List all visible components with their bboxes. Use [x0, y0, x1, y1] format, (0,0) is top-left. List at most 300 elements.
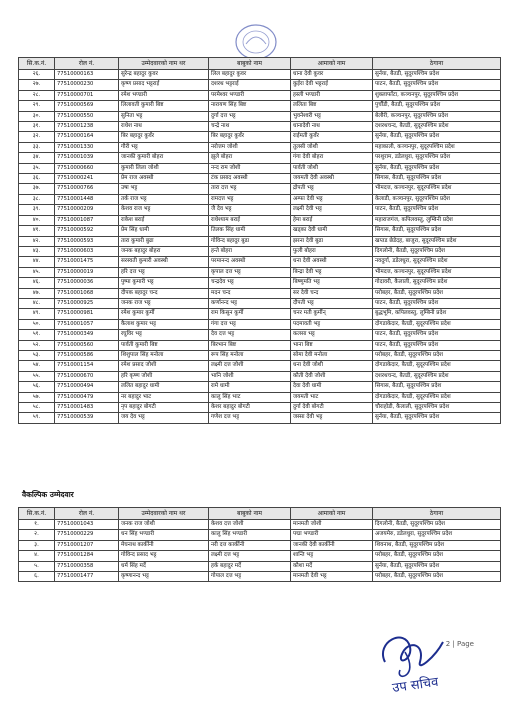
table-cell: ४०. — [19, 215, 55, 225]
table-cell: ६. — [19, 572, 55, 582]
table-cell: ४९. — [19, 309, 55, 319]
table-cell: 77510001448 — [55, 194, 119, 204]
table-cell: 77510001483 — [55, 403, 119, 413]
table-row — [19, 90, 501, 100]
table-cell: 77510001475 — [55, 257, 119, 267]
table-cell: लिल बहादुर कुवर — [209, 70, 291, 80]
table-cell: १. — [19, 520, 55, 530]
signatory-title: उप सचिव — [391, 674, 440, 697]
table-cell: ललित बहादुर धामी — [119, 382, 209, 392]
table-cell: धानादेवी नाथ — [291, 122, 373, 132]
table-cell: 77510000670 — [55, 371, 119, 381]
table-cell: परमेश्वर भण्डारी — [209, 90, 291, 100]
table-cell: ५६. — [19, 382, 55, 392]
table-cell: 77510000358 — [55, 561, 119, 571]
table-cell: भीमदत्त, कञ्चनपुर, सुदूरपश्चिम प्रदेश — [373, 184, 501, 194]
table-cell: राधेश्याम बराई — [209, 215, 291, 225]
table-cell: 77510000229 — [55, 530, 119, 540]
table-cell: पाटन, बैतडी, सुदूरपश्चिम प्रदेश — [373, 330, 501, 340]
table-cell: रूप सिंह मनोला — [209, 350, 291, 360]
table-cell: ३२. — [19, 132, 55, 142]
table-cell: ३५. — [19, 163, 55, 173]
table-cell: केलाडी, कञ्चनपुर, सुदूरपश्चिम प्रदेश — [373, 194, 501, 204]
table-cell: महाकाली, कञ्चनपुर, सुदूरपश्चिम प्रदेश — [373, 142, 501, 152]
table-cell: गौरी भट्ट — [119, 142, 209, 152]
table-cell: कौशा मर्दे — [291, 561, 373, 571]
table-cell: ३. — [19, 540, 55, 550]
table-cell: 77510001330 — [55, 142, 119, 152]
table-row — [19, 330, 501, 340]
table-cell: ३६. — [19, 174, 55, 184]
table-cell: 77510000925 — [55, 298, 119, 308]
table-cell: पदमावती भट्ट — [291, 319, 373, 329]
table-cell: २९. — [19, 101, 55, 111]
table-row — [19, 288, 501, 298]
table-cell: दिगलोनी, बैतडी, सुदूरपश्चिम प्रदेश — [373, 520, 501, 530]
table-cell: 77510001057 — [55, 319, 119, 329]
table-cell: लिलावती कुमारी बिष्ट — [119, 101, 209, 111]
table-cell: भाना बिष्ट — [291, 340, 373, 350]
table-cell: हस्ली भण्डारी — [291, 90, 373, 100]
table-row — [19, 319, 501, 329]
table-cell: सुर्नया, बैतडी, सुदूरपश्चिम प्रदेश — [373, 132, 501, 142]
table-cell: सिगास, बैतडी, सुदूरपश्चिम प्रदेश — [373, 226, 501, 236]
table-cell: हरि दत्त भट्ट — [119, 267, 209, 277]
table-cell: टंक प्रसाद अवस्थी — [209, 174, 291, 184]
table-cell: रामे धामी — [209, 382, 291, 392]
main-header-cell: बाबुको नाम — [209, 58, 291, 70]
table-cell: बिरभान बिष्ट — [209, 340, 291, 350]
table-cell: 77510000560 — [55, 340, 119, 350]
table-cell: 77510000766 — [55, 184, 119, 194]
table-cell: जय देव भट्ट — [119, 413, 209, 423]
table-cell: ३७. — [19, 184, 55, 194]
table-cell: सुनिता भट्ट — [119, 111, 209, 121]
table-cell: ४१. — [19, 226, 55, 236]
table-cell: राईमती कुवँर — [291, 132, 373, 142]
table-row — [19, 111, 501, 121]
table-cell: गणेश दत्त भट्ट — [209, 413, 291, 423]
table-cell: 77510001043 — [55, 520, 119, 530]
table-row — [19, 572, 501, 582]
table-cell: 77510000019 — [55, 267, 119, 277]
table-cell: गोविन्द प्रसाद भट्ट — [119, 551, 209, 561]
table-cell: सर देवी चन्द — [291, 288, 373, 298]
table-cell: ५. — [19, 561, 55, 571]
table-cell: दशरथचन्द, बैतडी, सुदूरपश्चिम प्रदेश — [373, 371, 501, 381]
table-cell: ४. — [19, 551, 55, 561]
table-cell: राधेश नाथ — [119, 122, 209, 132]
table-row — [19, 350, 501, 360]
table-cell: जानकी कुमारी बोहरा — [119, 153, 209, 163]
main-header-cell: ठेगाना — [373, 58, 501, 70]
table-cell: प्रेम राज अवस्थी — [119, 174, 209, 184]
table-cell: कृष्णानन्द भट्ट — [119, 572, 209, 582]
table-cell: शुक्लाफाँटा, कञ्चनपुर, सुदूरपश्चिम प्रदेश — [373, 90, 501, 100]
table-cell: दौपती भट्ट — [291, 298, 373, 308]
table-cell: 77510001087 — [55, 215, 119, 225]
table-cell: केशर बहादुर बोगटी — [209, 403, 291, 413]
table-cell: 77510000479 — [55, 392, 119, 402]
table-cell: नर बहादुर भाट — [119, 392, 209, 402]
table-cell: 77510000164 — [55, 132, 119, 142]
table-cell: धर्म सिंह मर्दे — [119, 561, 209, 571]
table-cell: जस्सा देवी भट्ट — [291, 413, 373, 423]
table-cell: ४८. — [19, 298, 55, 308]
alternate-table-body — [19, 520, 501, 582]
table-cell: उषा भट्ट — [119, 184, 209, 194]
candidate-table — [18, 57, 501, 424]
table-cell: चन्द्रे नाथ — [209, 122, 291, 132]
table-row — [19, 205, 501, 215]
table-cell: दुर्गा देवी बोगटी — [291, 403, 373, 413]
table-cell: तुलसी जोशी — [291, 142, 373, 152]
table-row — [19, 298, 501, 308]
table-row — [19, 153, 501, 163]
table-cell: गंगा दत्त भट्ट — [209, 319, 291, 329]
table-cell: बिर बहादुर कुवँर — [119, 132, 209, 142]
table-cell: राकेश बराई — [119, 215, 209, 225]
table-cell: 77510000701 — [55, 90, 119, 100]
alternate-candidate-table — [18, 507, 501, 582]
candidate-table-header — [19, 58, 501, 70]
table-row — [19, 413, 501, 423]
table-cell: पार्वती जोशी — [291, 163, 373, 173]
table-cell: हर्क बहादुर मर्दे — [209, 561, 291, 571]
table-row — [19, 382, 501, 392]
table-cell: ५८. — [19, 403, 55, 413]
table-cell: गोदावरी, कैलाली, सुदूरपश्चिम प्रदेश — [373, 278, 501, 288]
table-cell: २६. — [19, 70, 55, 80]
table-cell: जयमती देवी अवस्थी — [291, 174, 373, 184]
table-cell: परोबहर, बैतडी, सुदूरपश्चिम प्रदेश — [373, 572, 501, 582]
table-cell: रमेश प्रसाद जोशी — [119, 361, 209, 371]
table-cell: रमेश भण्डारी — [119, 90, 209, 100]
table-cell: 77510001207 — [55, 540, 119, 550]
table-row — [19, 174, 501, 184]
table-cell: महाराजगंज, कपिलवस्तु, लुम्बिनी प्रदेश — [373, 215, 501, 225]
table-cell: जनक राज जोशी — [119, 520, 209, 530]
table-cell: भुवनेश्वरी भट्ट — [291, 111, 373, 121]
table-row — [19, 371, 501, 381]
table-cell: ५०. — [19, 319, 55, 329]
table-cell: नृप बहादुर बोगटी — [119, 403, 209, 413]
table-cell: ३३. — [19, 142, 55, 152]
table-cell: जै देव भट्ट — [209, 205, 291, 215]
table-cell: दशरथचन्द, बैतडी, सुदूरपश्चिम प्रदेश — [373, 122, 501, 132]
table-cell: सुरेन्द्र बहादुर कुवर — [119, 70, 209, 80]
table-cell: कालु सिंह भण्डारी — [209, 530, 291, 540]
table-cell: हन्ते बोहरा — [209, 246, 291, 256]
table-cell: 77510001068 — [55, 288, 119, 298]
table-cell: केशव दत्त जोशी — [209, 520, 291, 530]
table-cell: सुर्नया, बैतडी, सुदूरपश्चिम प्रदेश — [373, 163, 501, 173]
table-cell: ललिता बिष्ट — [291, 101, 373, 111]
alt-header-cell: उम्मेदवारको नाम थर — [119, 508, 209, 520]
table-cell: पद्मा भण्डारी — [291, 530, 373, 540]
table-cell: मेघनाथ कार्कीनी — [119, 540, 209, 550]
table-cell: 77510000603 — [55, 246, 119, 256]
table-cell: बेलौरी, कञ्चनपुर, सुदूरपश्चिम प्रदेश — [373, 111, 501, 121]
table-cell: जानकी देवी कार्कीनी — [291, 540, 373, 550]
table-cell: ३१. — [19, 122, 55, 132]
table-row — [19, 236, 501, 246]
table-cell: 77510000230 — [55, 80, 119, 90]
table-cell: परोबहर, बैतडी, सुदूरपश्चिम प्रदेश — [373, 288, 501, 298]
table-cell: 77510001477 — [55, 572, 119, 582]
table-cell: ४७. — [19, 288, 55, 298]
table-row — [19, 309, 501, 319]
table-row — [19, 163, 501, 173]
main-header-cell: सि.क.नं. — [19, 58, 55, 70]
table-cell: खप्तड छेडेदह, बाजुरा, सुदूरपश्चिम प्रदेश — [373, 236, 501, 246]
table-cell: तारा कुमारी बुढा — [119, 236, 209, 246]
table-cell: 77510000539 — [55, 413, 119, 423]
alt-header-cell: आमाको नाम — [291, 508, 373, 520]
table-cell: गोविन्द बहादुर बुढा — [209, 236, 291, 246]
table-cell: देव दत्त भट्ट — [209, 330, 291, 340]
table-row — [19, 392, 501, 402]
table-cell: 77510000569 — [55, 101, 119, 111]
table-cell: ४३. — [19, 246, 55, 256]
table-cell: 77510000586 — [55, 350, 119, 360]
table-cell: तर्क राज भट्ट — [119, 194, 209, 204]
table-cell: दिगलोनी, बैतडी, सुदूरपश्चिम प्रदेश — [373, 246, 501, 256]
table-cell: दोगडाकेदार, बैतडी, सुदूरपश्चिम प्रदेश — [373, 361, 501, 371]
table-row — [19, 561, 501, 571]
table-cell: ५९. — [19, 413, 55, 423]
alt-header-cell: बाबुको नाम — [209, 508, 291, 520]
table-cell: मदन चन्द — [209, 288, 291, 298]
table-row — [19, 340, 501, 350]
table-cell: कृपाल दत्त भट्ट — [209, 267, 291, 277]
table-cell: पाटन, बैतडी, सुदूरपश्चिम प्रदेश — [373, 298, 501, 308]
table-cell: प्रेम सिंह धामी — [119, 226, 209, 236]
table-row — [19, 122, 501, 132]
table-cell: ४५. — [19, 267, 55, 277]
table-cell: ४४. — [19, 257, 55, 267]
table-cell: तिलक सिंह धामी — [209, 226, 291, 236]
table-cell: २. — [19, 530, 55, 540]
table-cell: जनक राज भट्ट — [119, 298, 209, 308]
table-cell: 77510000209 — [55, 205, 119, 215]
table-row — [19, 194, 501, 204]
table-row — [19, 278, 501, 288]
table-cell: 77510000494 — [55, 382, 119, 392]
table-cell: फुली बोहरा — [291, 246, 373, 256]
table-row — [19, 70, 501, 80]
table-cell: शिशुपाल सिंह मनोला — [119, 350, 209, 360]
table-cell: कृष्ण प्रसाद भट्टराई — [119, 80, 209, 90]
table-cell: परोबहर, बैतडी, सुदूरपश्चिम प्रदेश — [373, 551, 501, 561]
table-cell: पार्वती कुमारी बिष्ट — [119, 340, 209, 350]
table-cell: दशरथ भट्टराई — [209, 80, 291, 90]
table-cell: 77510001238 — [55, 122, 119, 132]
table-cell: धना देवी अवस्थी — [291, 257, 373, 267]
table-row — [19, 215, 501, 225]
table-cell: ५७. — [19, 392, 55, 402]
table-cell: दोगडाकेदार, बैतडी, सुदूरपश्चिम प्रदेश — [373, 392, 501, 402]
table-cell: धना देवी जोशी — [291, 361, 373, 371]
table-row — [19, 540, 501, 550]
table-cell: रघुविर भट्ट — [119, 330, 209, 340]
table-cell: 77510000349 — [55, 330, 119, 340]
table-cell: झुले बोहरा — [209, 153, 291, 163]
alternate-candidates-heading: वैकल्पिक उम्मेदवार — [22, 490, 74, 499]
table-cell: हरि कृष्ण जोशी — [119, 371, 209, 381]
table-cell: सोमा देवी मनोला — [291, 350, 373, 360]
table-cell: दीपक बहादुर चन्द — [119, 288, 209, 298]
alt-header-cell: सि.क.नं. — [19, 508, 55, 520]
table-cell: ३४. — [19, 153, 55, 163]
table-cell: दुर्गा दत्त भट्ट — [209, 111, 291, 121]
table-cell: धाना देवी कुवर — [291, 70, 373, 80]
table-cell: जनक बहादुर बोहरा — [119, 246, 209, 256]
table-cell: 77510000593 — [55, 236, 119, 246]
table-cell: पुर्चौडी, बैतडी, सुदूरपश्चिम प्रदेश — [373, 101, 501, 111]
table-cell: गोपाल दत्त भट्ट — [209, 572, 291, 582]
table-cell: कौती देवी जोशी — [291, 371, 373, 381]
table-row — [19, 403, 501, 413]
table-cell: 77510000036 — [55, 278, 119, 288]
table-cell: बिर बहादुर कुवँर — [209, 132, 291, 142]
table-cell: 77510001284 — [55, 551, 119, 561]
table-cell: चन्द्रदेव भट्ट — [209, 278, 291, 288]
table-cell: बिष्णुमति भट्ट — [291, 278, 373, 288]
table-cell: ३९. — [19, 205, 55, 215]
main-header-cell: उम्मेदवारको नाम थर — [119, 58, 209, 70]
table-cell: झरना देवी बुढा — [291, 236, 373, 246]
alt-header-cell: ठेगाना — [373, 508, 501, 520]
table-row — [19, 551, 501, 561]
table-cell: ४२. — [19, 236, 55, 246]
table-cell: राम किसुन कुर्मी — [209, 309, 291, 319]
table-cell: कालु सिंह भाट — [209, 392, 291, 402]
page-number: 2 | Page — [445, 640, 474, 648]
table-cell: सिगास, बैतडी, सुदूरपश्चिम प्रदेश — [373, 174, 501, 184]
table-cell: मानमती देवी भट्ट — [291, 572, 373, 582]
main-header-cell: आमाको नाम — [291, 58, 373, 70]
table-cell: ५४. — [19, 361, 55, 371]
table-cell: पाटन, बैतडी, सुदूरपश्चिम प्रदेश — [373, 80, 501, 90]
table-cell: पाटन, बैतडी, सुदूरपश्चिम प्रदेश — [373, 340, 501, 350]
table-cell: चनर मती कुर्मीन् — [291, 309, 373, 319]
table-cell: 77510000163 — [55, 70, 119, 80]
table-row — [19, 226, 501, 236]
table-cell: खड्का देवी धामी — [291, 226, 373, 236]
table-cell: रमेश कुमार कुर्मी — [119, 309, 209, 319]
table-cell: परोबहर, बैतडी, सुदूरपश्चिम प्रदेश — [373, 350, 501, 360]
table-cell: नवदुर्गा, डडेलधुरा, सुदूरपश्चिम प्रदेश — [373, 257, 501, 267]
table-row — [19, 267, 501, 277]
table-row — [19, 520, 501, 530]
table-cell: कुमारी लिला जोशी — [119, 163, 209, 173]
table-cell: लक्ष्मी देवी भट्ट — [291, 205, 373, 215]
table-cell: धन सिंह भण्डारी — [119, 530, 209, 540]
table-cell: मानमती जोशी — [291, 520, 373, 530]
table-cell: 77510000660 — [55, 163, 119, 173]
table-cell: २७. — [19, 80, 55, 90]
table-cell: ५२. — [19, 340, 55, 350]
table-cell: 77510000550 — [55, 111, 119, 121]
table-cell: नारायण सिंह बिष्ट — [209, 101, 291, 111]
table-cell: ५३. — [19, 350, 55, 360]
table-cell: पाटन, बैतडी, सुदूरपश्चिम प्रदेश — [373, 205, 501, 215]
table-cell: सिगास, बैतडी, सुदूरपश्चिम प्रदेश — [373, 382, 501, 392]
table-cell: अम्फा देवी भट्ट — [291, 194, 373, 204]
table-cell: लक्ष्मी दत्त जोशी — [209, 361, 291, 371]
table-cell: नन्द राम जोशी — [209, 163, 291, 173]
table-cell: चौराहोडी, कैलाली, सुदूरपश्चिम प्रदेश — [373, 403, 501, 413]
main-header-cell: रोल नं. — [55, 58, 119, 70]
table-cell: लक्ष्मी दत्त भट्ट — [209, 551, 291, 561]
table-cell: भीमदत्त, कञ्चनपुर, सुदूरपश्चिम प्रदेश — [373, 267, 501, 277]
table-row — [19, 361, 501, 371]
table-cell: ५५. — [19, 371, 55, 381]
table-cell: सरस्वती कुमारी अवस्थी — [119, 257, 209, 267]
table-cell: ३८. — [19, 194, 55, 204]
table-row — [19, 132, 501, 142]
table-cell: रामदत्त भट्ट — [209, 194, 291, 204]
table-cell: परमानन्द अवस्थी — [209, 257, 291, 267]
official-stamp — [232, 22, 280, 62]
table-cell: कर्णानन्द भट्ट — [209, 298, 291, 308]
table-cell: कुईरा देवी भट्टराई — [291, 80, 373, 90]
table-cell: शान्ति भट्ट — [291, 551, 373, 561]
table-cell: कैलाश कुमार भट्ट — [119, 319, 209, 329]
table-cell: बिन्द्रा देवी भट्ट — [291, 267, 373, 277]
table-row — [19, 530, 501, 540]
table-row — [19, 80, 501, 90]
table-cell: गंगा देवी बोहरा — [291, 153, 373, 163]
table-cell: सुर्नया, बैतडी, सुदूरपश्चिम प्रदेश — [373, 561, 501, 571]
table-cell: 77510000241 — [55, 174, 119, 184]
table-cell: तारा दत्त भट्ट — [209, 184, 291, 194]
table-cell: नरोत्तम जोशी — [209, 142, 291, 152]
table-row — [19, 184, 501, 194]
table-cell: सुर्नया, बैतडी, सुदूरपश्चिम प्रदेश — [373, 413, 501, 423]
table-cell: ५१. — [19, 330, 55, 340]
table-cell: शिवनाथ, बैतडी, सुदूरपश्चिम प्रदेश — [373, 540, 501, 550]
table-cell: नरी दत्त कार्कीनी — [209, 540, 291, 550]
table-cell: सुर्नया, बैतडी, सुदूरपश्चिम प्रदेश — [373, 70, 501, 80]
table-cell: 77510001039 — [55, 153, 119, 163]
table-cell: कलसा भट्ट — [291, 330, 373, 340]
table-cell: अजयमेरु, डडेलधुरा, सुदूरपश्चिम प्रदेश — [373, 530, 501, 540]
table-cell: द्रोपती भट्ट — [291, 184, 373, 194]
alternate-table-header — [19, 508, 501, 520]
table-cell: पुष्पा कुमारी भट्ट — [119, 278, 209, 288]
table-row — [19, 101, 501, 111]
table-row — [19, 257, 501, 267]
candidate-table-body — [19, 70, 501, 424]
table-cell: जयमती भाट — [291, 392, 373, 402]
table-cell: केशव राज भट्ट — [119, 205, 209, 215]
table-cell: परशुराम, डडेलधुरा, सुदूरपश्चिम प्रदेश — [373, 153, 501, 163]
table-cell: देवा देवी धामी — [291, 382, 373, 392]
table-cell: ३०. — [19, 111, 55, 121]
table-cell: ४६. — [19, 278, 55, 288]
table-cell: २८. — [19, 90, 55, 100]
alt-header-cell: रोल नं. — [55, 508, 119, 520]
table-row — [19, 142, 501, 152]
table-cell: 77510000592 — [55, 226, 119, 236]
table-cell: बुद्धभूमि, कपिलवस्तु, लुम्बिनी प्रदेश — [373, 309, 501, 319]
table-cell: 77510001154 — [55, 361, 119, 371]
table-cell: दोगडाकेदार, बैतडी, सुदूरपश्चिम प्रदेश — [373, 319, 501, 329]
table-cell: 77510000981 — [55, 309, 119, 319]
table-cell: भानि जोशी — [209, 371, 291, 381]
